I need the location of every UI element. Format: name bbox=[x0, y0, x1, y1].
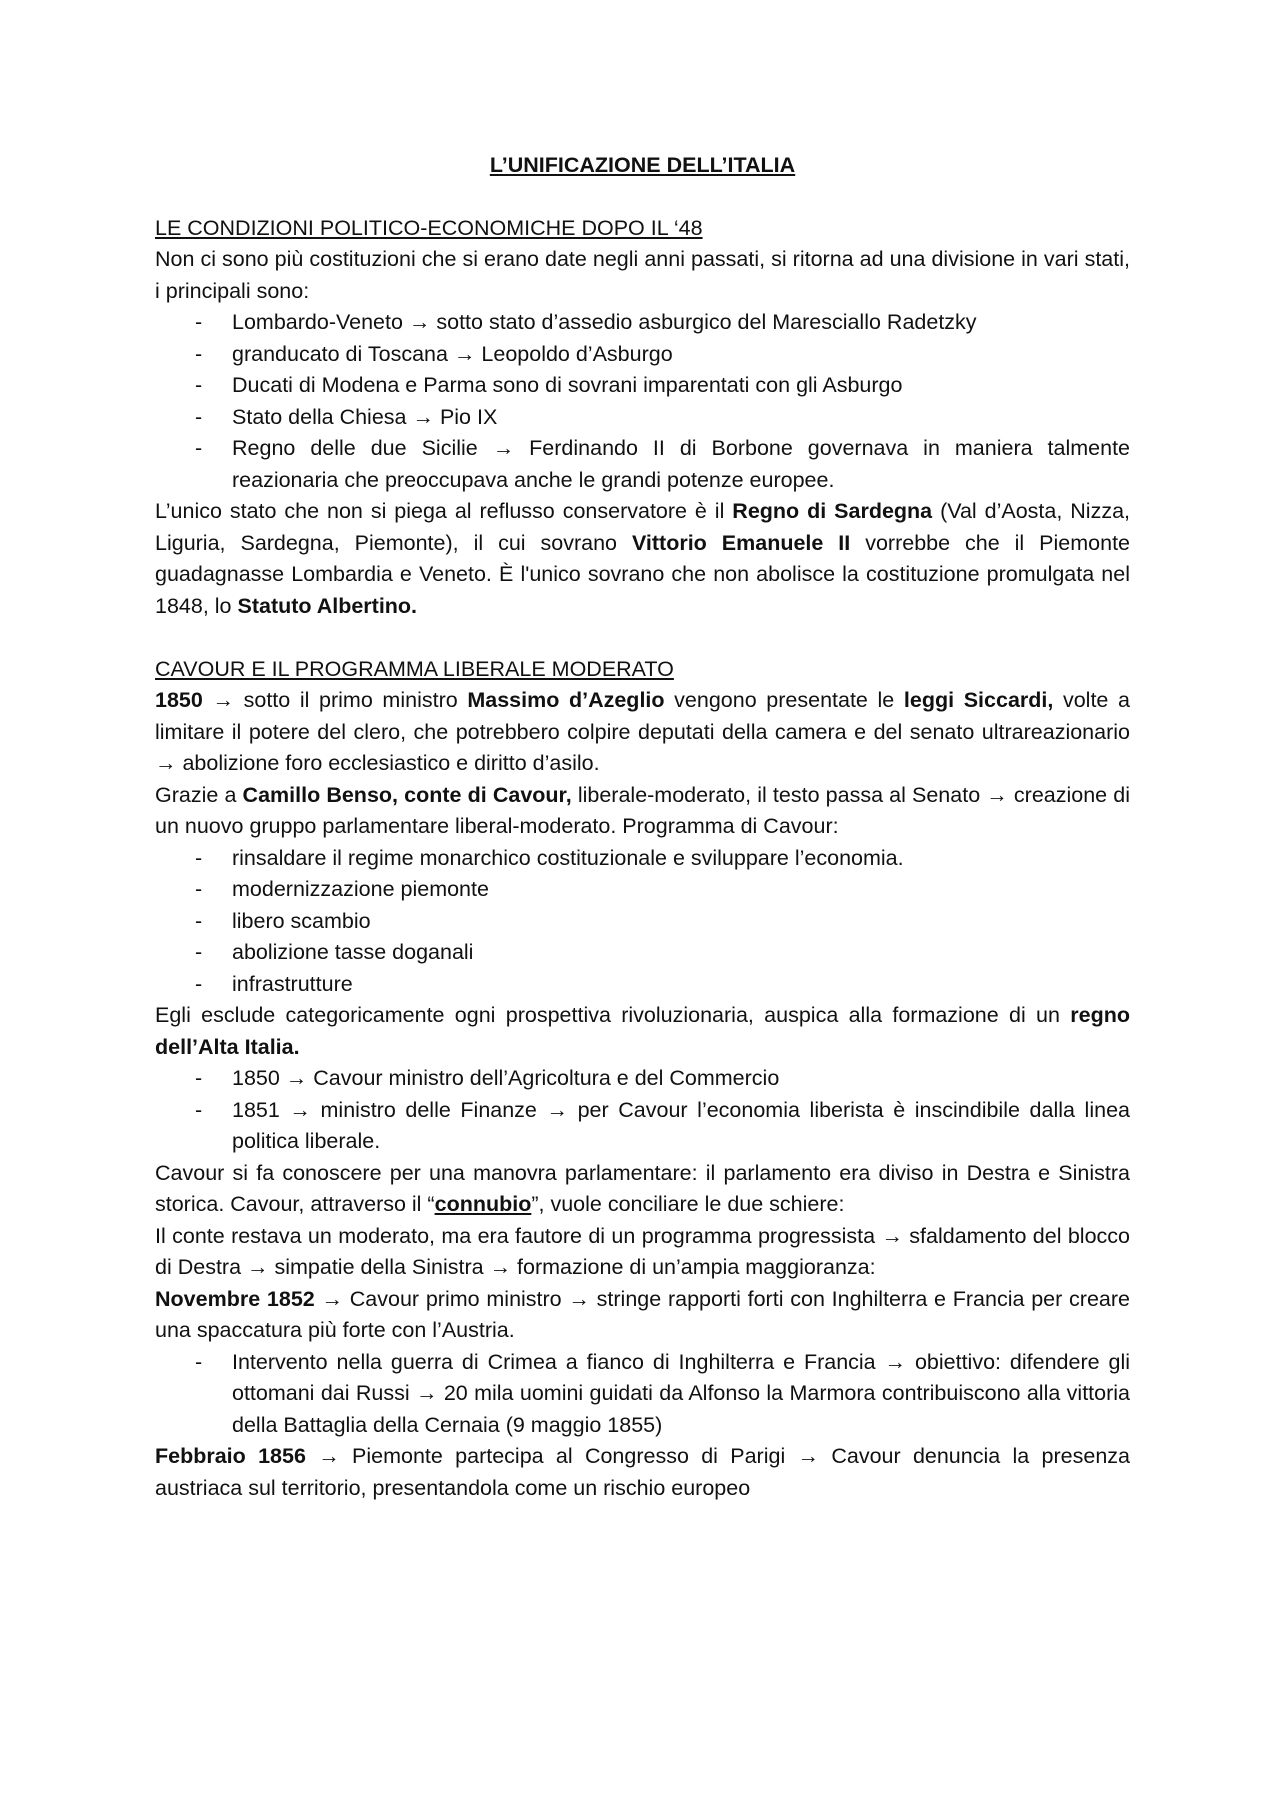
paragraph-siccardi: 1850 → sotto il primo ministro Massimo d’Azeglio vengono presentate le leggi Siccardi, volte a limitare il potere del clero, che potrebbero colpire deputati della camera e del senato ultrareazionario → abolizione foro ecclesiastico e diritto d’asilo. bbox=[155, 688, 1130, 775]
bold-term: Massimo d’Azeglio bbox=[467, 688, 665, 712]
list-item: - 1850 → Cavour ministro dell’Agricoltura e del Commercio bbox=[155, 1063, 1130, 1095]
bullet-dash: - bbox=[195, 940, 203, 964]
list-item: - Intervento nella guerra di Crimea a fianco di Inghilterra e Francia → obiettivo: difendere gli ottomani dai Russi → 20 mila uomini guidati da Alfonso la Marmora contribuiscono alla vittoria della Battaglia della Cernaia (9 maggio 1855) bbox=[155, 1347, 1130, 1442]
bullet-dash: - bbox=[195, 310, 203, 334]
list-item: - infrastrutture bbox=[155, 969, 1130, 1001]
states-list bbox=[155, 307, 1130, 496]
bold-term: Regno di Sardegna bbox=[732, 499, 933, 523]
crimea-list bbox=[155, 1347, 1130, 1442]
spacer bbox=[155, 622, 1130, 654]
bold-term: Vittorio Emanuele II bbox=[631, 530, 851, 555]
paragraph-progressive: Il conte restava un moderato, ma era fautore di un programma progressista → sfaldamento del blocco di Destra → simpatie della Sinistra → formazione di un’ampia maggioranza: bbox=[155, 1223, 1130, 1279]
list-item: - granducato di Toscana → Leopoldo d’Asburgo bbox=[155, 339, 1130, 371]
bullet-dash: - bbox=[195, 971, 203, 996]
bullet-dash: - bbox=[195, 404, 203, 429]
paragraph-intro: Non ci sono più costituzioni che si erano date negli anni passati, si ritorna ad una divisione in vari stati, i principali sono: bbox=[155, 247, 1130, 303]
bullet-dash: - bbox=[195, 436, 203, 460]
document-page bbox=[155, 150, 1130, 1504]
bullet-dash: - bbox=[195, 341, 203, 366]
list-item: - modernizzazione piemonte bbox=[155, 874, 1130, 906]
paragraph-february-1856: Febbraio 1856 → Piemonte partecipa al Congresso di Parigi → Cavour denuncia la presenza austriaca sul territorio, presentandola come un rischio europeo bbox=[155, 1444, 1130, 1500]
section-heading-conditions: LE CONDIZIONI POLITICO-ECONOMICHE DOPO IL ‘48 bbox=[155, 215, 703, 240]
bullet-dash: - bbox=[195, 908, 203, 933]
paragraph-connubio: Cavour si fa conoscere per una manovra parlamentare: il parlamento era diviso in Destra e Sinistra storica. Cavour, attraverso il “connubio”, vuole conciliare le due schiere: bbox=[155, 1160, 1130, 1216]
bold-term: Statuto Albertino. bbox=[237, 593, 418, 618]
list-item: - abolizione tasse doganali bbox=[155, 937, 1130, 969]
bold-term: 1850 bbox=[155, 688, 203, 712]
bullet-dash: - bbox=[195, 1066, 203, 1090]
paragraph-november-1852: Novembre 1852 → Cavour primo ministro → stringe rapporti forti con Inghilterra e Francia per creare una spaccatura più forte con l’Austria. bbox=[155, 1286, 1130, 1342]
bold-term: Febbraio 1856 bbox=[155, 1444, 306, 1468]
list-item: - rinsaldare il regime monarchico costituzionale e sviluppare l’economia. bbox=[155, 843, 1130, 875]
list-item: - 1851 → ministro delle Finanze → per Cavour l’economia liberista è inscindibile dalla linea politica liberale. bbox=[155, 1095, 1130, 1158]
list-item: - Lombardo-Veneto → sotto stato d’assedio asburgico del Maresciallo Radetzky bbox=[155, 307, 1130, 339]
section-heading-cavour: CAVOUR E IL PROGRAMMA LIBERALE MODERATO bbox=[155, 656, 674, 681]
bullet-dash: - bbox=[195, 845, 203, 870]
paragraph-sardinia: L’unico stato che non si piega al reflusso conservatore è il Regno di Sardegna (Val d’Aosta, Nizza, Liguria, Sardegna, Piemonte), il cui sovrano Vittorio Emanuele II vorrebbe che il Piemonte guadagnasse Lombardia e Veneto. È l'unico sovrano che non abolisce la costituzione promulgata nel 1848, lo Statuto Albertino. bbox=[155, 499, 1130, 618]
bold-underlined-term: connubio bbox=[434, 1192, 532, 1216]
document-title: L’UNIFICAZIONE DELL’ITALIA bbox=[489, 153, 796, 177]
bold-term: leggi Siccardi, bbox=[903, 688, 1054, 712]
program-list bbox=[155, 843, 1130, 1001]
list-item: - Ducati di Modena e Parma sono di sovrani imparentati con gli Asburgo bbox=[155, 370, 1130, 402]
bullet-dash: - bbox=[195, 1349, 203, 1374]
bullet-dash: - bbox=[195, 1097, 203, 1122]
bold-term: Camillo Benso, conte di Cavour, bbox=[242, 782, 572, 807]
bullet-dash: - bbox=[195, 373, 203, 397]
ministries-list bbox=[155, 1063, 1130, 1158]
bullet-dash: - bbox=[195, 877, 203, 901]
list-item: - Stato della Chiesa → Pio IX bbox=[155, 402, 1130, 434]
bold-term: regno dell’Alta Italia. bbox=[155, 1003, 1130, 1059]
bold-term: Novembre 1852 bbox=[155, 1286, 315, 1311]
list-item: - libero scambio bbox=[155, 906, 1130, 938]
paragraph-cavour-program: Grazie a Camillo Benso, conte di Cavour, liberale-moderato, il testo passa al Senato → creazione di un nuovo gruppo parlamentare liberal-moderato. Programma di Cavour: bbox=[155, 782, 1130, 838]
paragraph-alta-italia: Egli esclude categoricamente ogni prospettiva rivoluzionaria, auspica alla formazione di un regno dell’Alta Italia. bbox=[155, 1003, 1130, 1059]
list-item: - Regno delle due Sicilie → Ferdinando II di Borbone governava in maniera talmente reazionaria che preoccupava anche le grandi potenze europee. bbox=[155, 433, 1130, 496]
